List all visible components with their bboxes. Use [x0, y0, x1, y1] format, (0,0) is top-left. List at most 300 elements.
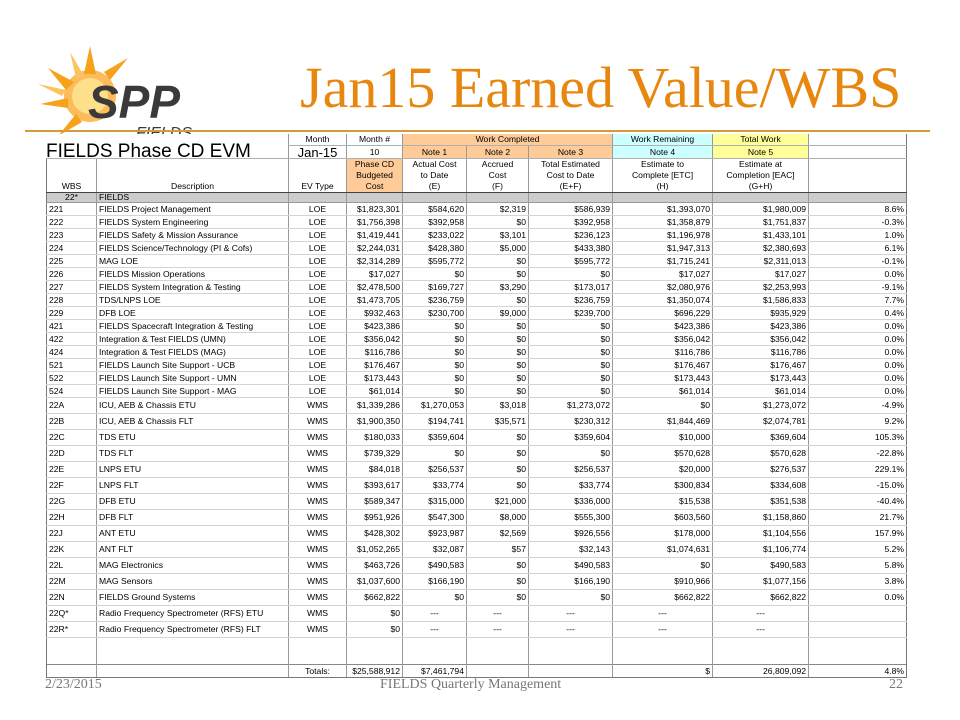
- estimate-at-completion-cell: $334,608: [713, 478, 809, 494]
- accrued-header-1: Accrued: [467, 159, 529, 171]
- note-1: Note 1: [403, 146, 467, 159]
- estimate-at-completion-cell: $176,467: [713, 359, 809, 372]
- description-cell: DFB FLT: [97, 510, 289, 526]
- total-estimated-cost-cell: $0: [529, 333, 613, 346]
- description-cell: FIELDS Launch Site Support - UMN: [97, 372, 289, 385]
- description-cell: Radio Frequency Spectrometer (RFS) ETU: [97, 606, 289, 622]
- budget-header-1: Phase CD: [347, 159, 403, 171]
- variance-pct-cell: -0.3%: [809, 216, 907, 229]
- table-row: [47, 229, 907, 242]
- description-cell: MAG LOE: [97, 255, 289, 268]
- month-num-label: Month #: [347, 134, 403, 146]
- etc-header-3: (H): [613, 181, 713, 193]
- ev-type-cell: WMS: [289, 510, 347, 526]
- variance-pct-cell: -22.8%: [809, 446, 907, 462]
- accrued-cost-cell: $0: [467, 346, 529, 359]
- note-5: Note 5: [713, 146, 809, 159]
- totals-actual: $7,461,794: [403, 665, 467, 678]
- month-value: Jan-15: [289, 146, 347, 159]
- evm-table: [46, 134, 907, 678]
- actual-cost-cell: $0: [403, 372, 467, 385]
- total-estimated-cost-cell: $0: [529, 446, 613, 462]
- accrued-cost-cell: $0: [467, 446, 529, 462]
- description-cell: LNPS FLT: [97, 478, 289, 494]
- table-row: [47, 216, 907, 229]
- estimate-to-complete-cell: $603,560: [613, 510, 713, 526]
- budget-header-2: Budgeted: [347, 170, 403, 181]
- sheet-title: FIELDS Phase CD EVM: [46, 141, 251, 162]
- wbs-cell: 22R*: [47, 622, 97, 638]
- wbs-cell: 522: [47, 372, 97, 385]
- actual-cost-cell: $359,604: [403, 430, 467, 446]
- estimate-at-completion-cell: $1,980,009: [713, 203, 809, 216]
- table-row: [47, 294, 907, 307]
- total-estimated-cost-cell: $1,273,072: [529, 398, 613, 414]
- budget-cell: $173,443: [347, 372, 403, 385]
- description-cell: FIELDS Ground Systems: [97, 590, 289, 606]
- actual-cost-cell: $584,620: [403, 203, 467, 216]
- actual-cost-cell: ---: [403, 606, 467, 622]
- variance-pct-cell: 157.9%: [809, 526, 907, 542]
- total-estimated-cost-cell: ---: [529, 622, 613, 638]
- variance-pct-cell: 0.0%: [809, 333, 907, 346]
- actual-cost-cell: $0: [403, 590, 467, 606]
- section-wbs: 22*: [47, 193, 97, 203]
- wbs-cell: 424: [47, 346, 97, 359]
- budget-cell: $0: [347, 606, 403, 622]
- variance-pct-cell: 8.6%: [809, 203, 907, 216]
- estimate-to-complete-cell: ---: [613, 622, 713, 638]
- wbs-cell: 229: [47, 307, 97, 320]
- totals-etc-symbol: $: [613, 665, 713, 678]
- budget-cell: $61,014: [347, 385, 403, 398]
- total-estimated-cost-cell: $0: [529, 359, 613, 372]
- total-estimated-cost-cell: $359,604: [529, 430, 613, 446]
- accrued-cost-cell: $0: [467, 462, 529, 478]
- ev-type-cell: WMS: [289, 526, 347, 542]
- total-estimated-cost-cell: $239,700: [529, 307, 613, 320]
- accrued-cost-cell: $3,290: [467, 281, 529, 294]
- eac-header-2: Completion [EAC]: [713, 170, 809, 181]
- wbs-cell: 22Q*: [47, 606, 97, 622]
- description-cell: FIELDS Safety & Mission Assurance: [97, 229, 289, 242]
- estimate-at-completion-cell: $1,433,101: [713, 229, 809, 242]
- accrued-cost-cell: $35,571: [467, 414, 529, 430]
- ev-type-cell: WMS: [289, 574, 347, 590]
- eac-header-3: (G+H): [713, 181, 809, 193]
- variance-pct-cell: 0.0%: [809, 385, 907, 398]
- estimate-at-completion-cell: $662,822: [713, 590, 809, 606]
- variance-pct-cell: 229.1%: [809, 462, 907, 478]
- description-cell: ICU, AEB & Chassis ETU: [97, 398, 289, 414]
- wbs-cell: 22M: [47, 574, 97, 590]
- actual-cost-cell: $0: [403, 268, 467, 281]
- wbs-cell: 22L: [47, 558, 97, 574]
- estimate-to-complete-cell: ---: [613, 606, 713, 622]
- estimate-to-complete-cell: $1,350,074: [613, 294, 713, 307]
- totals-budget: $25,588,912: [347, 665, 403, 678]
- note-3: Note 3: [529, 146, 613, 159]
- accrued-cost-cell: $0: [467, 590, 529, 606]
- budget-cell: $1,823,301: [347, 203, 403, 216]
- section-label: FIELDS: [97, 193, 289, 203]
- ev-type-cell: LOE: [289, 307, 347, 320]
- ev-type-cell: WMS: [289, 606, 347, 622]
- estimate-at-completion-cell: $1,077,156: [713, 574, 809, 590]
- estimate-to-complete-cell: $116,786: [613, 346, 713, 359]
- estimate-at-completion-cell: $1,586,833: [713, 294, 809, 307]
- description-cell: ICU, AEB & Chassis FLT: [97, 414, 289, 430]
- wbs-cell: 22G: [47, 494, 97, 510]
- description-cell: FIELDS Science/Technology (PI & Cofs): [97, 242, 289, 255]
- tec-header-2: Cost to Date: [529, 170, 613, 181]
- accrued-cost-cell: $0: [467, 385, 529, 398]
- description-cell: Integration & Test FIELDS (UMN): [97, 333, 289, 346]
- table-row: [47, 446, 907, 462]
- spacer-row: [47, 638, 907, 665]
- ev-type-cell: LOE: [289, 346, 347, 359]
- ev-type-cell: WMS: [289, 478, 347, 494]
- totals-label: Totals:: [289, 665, 347, 678]
- accrued-cost-cell: $3,101: [467, 229, 529, 242]
- estimate-to-complete-cell: $570,628: [613, 446, 713, 462]
- wbs-cell: 222: [47, 216, 97, 229]
- actual-cost-cell: ---: [403, 622, 467, 638]
- budget-cell: $2,244,031: [347, 242, 403, 255]
- actual-cost-cell: $169,727: [403, 281, 467, 294]
- note-2: Note 2: [467, 146, 529, 159]
- variance-pct-cell: -0.1%: [809, 255, 907, 268]
- budget-cell: $180,033: [347, 430, 403, 446]
- estimate-to-complete-cell: $178,000: [613, 526, 713, 542]
- ev-type-cell: LOE: [289, 359, 347, 372]
- total-estimated-cost-cell: $32,143: [529, 542, 613, 558]
- description-cell: TDS FLT: [97, 446, 289, 462]
- variance-pct-cell: -9.1%: [809, 281, 907, 294]
- total-estimated-cost-cell: $433,380: [529, 242, 613, 255]
- accrued-cost-cell: $5,000: [467, 242, 529, 255]
- accrued-cost-cell: $0: [467, 333, 529, 346]
- table-row: [47, 320, 907, 333]
- actual-cost-cell: $233,022: [403, 229, 467, 242]
- variance-pct-cell: -40.4%: [809, 494, 907, 510]
- estimate-at-completion-cell: $369,604: [713, 430, 809, 446]
- budget-header-3: Cost: [347, 181, 403, 193]
- description-cell: MAG Sensors: [97, 574, 289, 590]
- wbs-header: WBS: [47, 181, 97, 193]
- table-row: [47, 385, 907, 398]
- accrued-cost-cell: $57: [467, 542, 529, 558]
- wbs-cell: 521: [47, 359, 97, 372]
- actual-cost-cell: $166,190: [403, 574, 467, 590]
- total-estimated-cost-cell: $0: [529, 268, 613, 281]
- wbs-cell: 22E: [47, 462, 97, 478]
- estimate-to-complete-cell: $1,358,879: [613, 216, 713, 229]
- budget-cell: $2,478,500: [347, 281, 403, 294]
- description-cell: DFB LOE: [97, 307, 289, 320]
- table-row: [47, 398, 907, 414]
- variance-pct-cell: -4.9%: [809, 398, 907, 414]
- ev-type-cell: WMS: [289, 430, 347, 446]
- total-estimated-cost-cell: $0: [529, 385, 613, 398]
- description-cell: FIELDS System Integration & Testing: [97, 281, 289, 294]
- month-label: Month: [289, 134, 347, 146]
- description-cell: FIELDS Spacecraft Integration & Testing: [97, 320, 289, 333]
- totals-pct: 4.8%: [809, 665, 907, 678]
- actual-cost-cell: $1,270,053: [403, 398, 467, 414]
- estimate-at-completion-cell: $276,537: [713, 462, 809, 478]
- table-row: [47, 622, 907, 638]
- group-total-work: Total Work: [713, 134, 809, 146]
- actual-cost-cell: $595,772: [403, 255, 467, 268]
- actual-cost-cell: $230,700: [403, 307, 467, 320]
- footer-center: FIELDS Quarterly Management: [380, 677, 562, 692]
- table-row: [47, 255, 907, 268]
- variance-pct-cell: 0.0%: [809, 346, 907, 359]
- estimate-to-complete-cell: $356,042: [613, 333, 713, 346]
- eac-header-1: Estimate at: [713, 159, 809, 171]
- actual-cost-cell: $0: [403, 346, 467, 359]
- budget-cell: $1,052,265: [347, 542, 403, 558]
- wbs-cell: 22D: [47, 446, 97, 462]
- accrued-cost-cell: $8,000: [467, 510, 529, 526]
- description-cell: TDS/LNPS LOE: [97, 294, 289, 307]
- accrued-cost-cell: $21,000: [467, 494, 529, 510]
- estimate-to-complete-cell: $0: [613, 398, 713, 414]
- budget-cell: $1,900,350: [347, 414, 403, 430]
- wbs-cell: 221: [47, 203, 97, 216]
- estimate-to-complete-cell: $1,393,070: [613, 203, 713, 216]
- variance-pct-cell: [809, 606, 907, 622]
- description-cell: TDS ETU: [97, 430, 289, 446]
- table-row: [47, 414, 907, 430]
- total-estimated-cost-cell: $33,774: [529, 478, 613, 494]
- total-estimated-cost-cell: $173,017: [529, 281, 613, 294]
- estimate-to-complete-cell: $0: [613, 558, 713, 574]
- accrued-cost-cell: ---: [467, 622, 529, 638]
- actual-cost-cell: $194,741: [403, 414, 467, 430]
- estimate-at-completion-cell: $351,538: [713, 494, 809, 510]
- estimate-to-complete-cell: $20,000: [613, 462, 713, 478]
- ev-type-cell: LOE: [289, 229, 347, 242]
- actual-cost-cell: $0: [403, 446, 467, 462]
- variance-pct-cell: 105.3%: [809, 430, 907, 446]
- accrued-header-2: Cost: [467, 170, 529, 181]
- estimate-to-complete-cell: $61,014: [613, 385, 713, 398]
- description-cell: FIELDS Launch Site Support - UCB: [97, 359, 289, 372]
- estimate-at-completion-cell: $1,273,072: [713, 398, 809, 414]
- footer-date: 2/23/2015: [45, 677, 102, 692]
- budget-cell: $84,018: [347, 462, 403, 478]
- variance-pct-cell: 3.8%: [809, 574, 907, 590]
- estimate-to-complete-cell: $1,947,313: [613, 242, 713, 255]
- estimate-to-complete-cell: $910,966: [613, 574, 713, 590]
- accrued-cost-cell: $0: [467, 320, 529, 333]
- estimate-at-completion-cell: $2,074,781: [713, 414, 809, 430]
- table-row: [47, 494, 907, 510]
- description-header: Description: [97, 181, 289, 193]
- accrued-cost-cell: $9,000: [467, 307, 529, 320]
- budget-cell: $932,463: [347, 307, 403, 320]
- estimate-at-completion-cell: $2,253,993: [713, 281, 809, 294]
- estimate-at-completion-cell: $570,628: [713, 446, 809, 462]
- total-estimated-cost-cell: $236,759: [529, 294, 613, 307]
- description-cell: ANT ETU: [97, 526, 289, 542]
- description-cell: FIELDS System Engineering: [97, 216, 289, 229]
- table-row: [47, 346, 907, 359]
- total-estimated-cost-cell: $0: [529, 346, 613, 359]
- header-row-4: [47, 170, 907, 181]
- table-row: [47, 359, 907, 372]
- budget-cell: $951,926: [347, 510, 403, 526]
- actual-cost-cell: $236,759: [403, 294, 467, 307]
- table-row: [47, 307, 907, 320]
- estimate-to-complete-cell: $300,834: [613, 478, 713, 494]
- description-cell: ANT FLT: [97, 542, 289, 558]
- estimate-at-completion-cell: ---: [713, 606, 809, 622]
- ev-type-cell: WMS: [289, 494, 347, 510]
- ev-type-cell: LOE: [289, 268, 347, 281]
- ev-type-cell: WMS: [289, 558, 347, 574]
- estimate-at-completion-cell: $356,042: [713, 333, 809, 346]
- estimate-to-complete-cell: $423,386: [613, 320, 713, 333]
- variance-pct-cell: 0.4%: [809, 307, 907, 320]
- estimate-at-completion-cell: $490,583: [713, 558, 809, 574]
- total-estimated-cost-cell: $555,300: [529, 510, 613, 526]
- wbs-cell: 22B: [47, 414, 97, 430]
- ev-type-cell: LOE: [289, 294, 347, 307]
- description-cell: DFB ETU: [97, 494, 289, 510]
- ev-type-cell: WMS: [289, 398, 347, 414]
- variance-pct-cell: 0.0%: [809, 320, 907, 333]
- variance-pct-cell: 0.0%: [809, 372, 907, 385]
- wbs-cell: 223: [47, 229, 97, 242]
- variance-pct-cell: -15.0%: [809, 478, 907, 494]
- estimate-to-complete-cell: $696,229: [613, 307, 713, 320]
- variance-pct-cell: 6.1%: [809, 242, 907, 255]
- actual-cost-cell: $0: [403, 320, 467, 333]
- estimate-to-complete-cell: $1,196,978: [613, 229, 713, 242]
- actual-cost-cell: $0: [403, 385, 467, 398]
- table-row: [47, 372, 907, 385]
- actual-header-2: to Date: [403, 170, 467, 181]
- total-estimated-cost-cell: $490,583: [529, 558, 613, 574]
- estimate-at-completion-cell: $1,158,860: [713, 510, 809, 526]
- estimate-to-complete-cell: $10,000: [613, 430, 713, 446]
- variance-pct-cell: 0.0%: [809, 268, 907, 281]
- estimate-to-complete-cell: $176,467: [613, 359, 713, 372]
- accrued-header-3: (F): [467, 181, 529, 193]
- ev-type-cell: WMS: [289, 414, 347, 430]
- wbs-cell: 22A: [47, 398, 97, 414]
- accrued-cost-cell: $3,018: [467, 398, 529, 414]
- wbs-cell: 224: [47, 242, 97, 255]
- actual-header-3: (E): [403, 181, 467, 193]
- table-row: [47, 430, 907, 446]
- wbs-cell: 422: [47, 333, 97, 346]
- wbs-cell: 225: [47, 255, 97, 268]
- actual-cost-cell: $32,087: [403, 542, 467, 558]
- total-estimated-cost-cell: ---: [529, 606, 613, 622]
- total-estimated-cost-cell: $166,190: [529, 574, 613, 590]
- table-row: [47, 281, 907, 294]
- variance-pct-cell: 9.2%: [809, 414, 907, 430]
- accrued-cost-cell: $0: [467, 359, 529, 372]
- estimate-to-complete-cell: $1,844,469: [613, 414, 713, 430]
- variance-pct-cell: 21.7%: [809, 510, 907, 526]
- variance-pct-cell: 0.0%: [809, 590, 907, 606]
- actual-cost-cell: $33,774: [403, 478, 467, 494]
- wbs-cell: 22K: [47, 542, 97, 558]
- accrued-cost-cell: $0: [467, 216, 529, 229]
- estimate-at-completion-cell: $1,751,837: [713, 216, 809, 229]
- actual-cost-cell: $0: [403, 333, 467, 346]
- wbs-cell: 524: [47, 385, 97, 398]
- ev-type-cell: LOE: [289, 333, 347, 346]
- variance-pct-cell: 0.0%: [809, 359, 907, 372]
- description-cell: LNPS ETU: [97, 462, 289, 478]
- estimate-at-completion-cell: $423,386: [713, 320, 809, 333]
- estimate-to-complete-cell: $1,074,631: [613, 542, 713, 558]
- estimate-to-complete-cell: $2,080,976: [613, 281, 713, 294]
- actual-cost-cell: $256,537: [403, 462, 467, 478]
- group-work-remaining: Work Remaining: [613, 134, 713, 146]
- tec-header-1: Total Estimated: [529, 159, 613, 171]
- wbs-cell: 22C: [47, 430, 97, 446]
- table-row: [47, 574, 907, 590]
- ev-type-cell: WMS: [289, 446, 347, 462]
- total-estimated-cost-cell: $256,537: [529, 462, 613, 478]
- accrued-cost-cell: $0: [467, 430, 529, 446]
- accrued-cost-cell: $0: [467, 294, 529, 307]
- accrued-cost-cell: $0: [467, 268, 529, 281]
- total-estimated-cost-cell: $230,312: [529, 414, 613, 430]
- description-cell: FIELDS Mission Operations: [97, 268, 289, 281]
- estimate-at-completion-cell: $2,380,693: [713, 242, 809, 255]
- table-row: [47, 606, 907, 622]
- budget-cell: $1,339,286: [347, 398, 403, 414]
- month-num-value: 10: [347, 146, 403, 159]
- table-row: [47, 526, 907, 542]
- ev-type-cell: WMS: [289, 542, 347, 558]
- table-row: [47, 462, 907, 478]
- total-estimated-cost-cell: $586,939: [529, 203, 613, 216]
- ev-type-cell: LOE: [289, 216, 347, 229]
- estimate-at-completion-cell: ---: [713, 622, 809, 638]
- total-estimated-cost-cell: $595,772: [529, 255, 613, 268]
- budget-cell: $1,037,600: [347, 574, 403, 590]
- accrued-cost-cell: $0: [467, 478, 529, 494]
- etc-header-2: Complete [ETC]: [613, 170, 713, 181]
- budget-cell: $1,419,441: [347, 229, 403, 242]
- estimate-to-complete-cell: $662,822: [613, 590, 713, 606]
- actual-cost-cell: $315,000: [403, 494, 467, 510]
- total-estimated-cost-cell: $236,123: [529, 229, 613, 242]
- wbs-cell: 22N: [47, 590, 97, 606]
- total-estimated-cost-cell: $336,000: [529, 494, 613, 510]
- wbs-cell: 22F: [47, 478, 97, 494]
- budget-cell: $393,617: [347, 478, 403, 494]
- estimate-at-completion-cell: $935,929: [713, 307, 809, 320]
- description-cell: FIELDS Project Management: [97, 203, 289, 216]
- variance-pct-cell: 1.0%: [809, 229, 907, 242]
- total-estimated-cost-cell: $926,556: [529, 526, 613, 542]
- budget-cell: $0: [347, 622, 403, 638]
- estimate-to-complete-cell: $15,538: [613, 494, 713, 510]
- wbs-cell: 421: [47, 320, 97, 333]
- ev-type-cell: WMS: [289, 590, 347, 606]
- table-row: [47, 333, 907, 346]
